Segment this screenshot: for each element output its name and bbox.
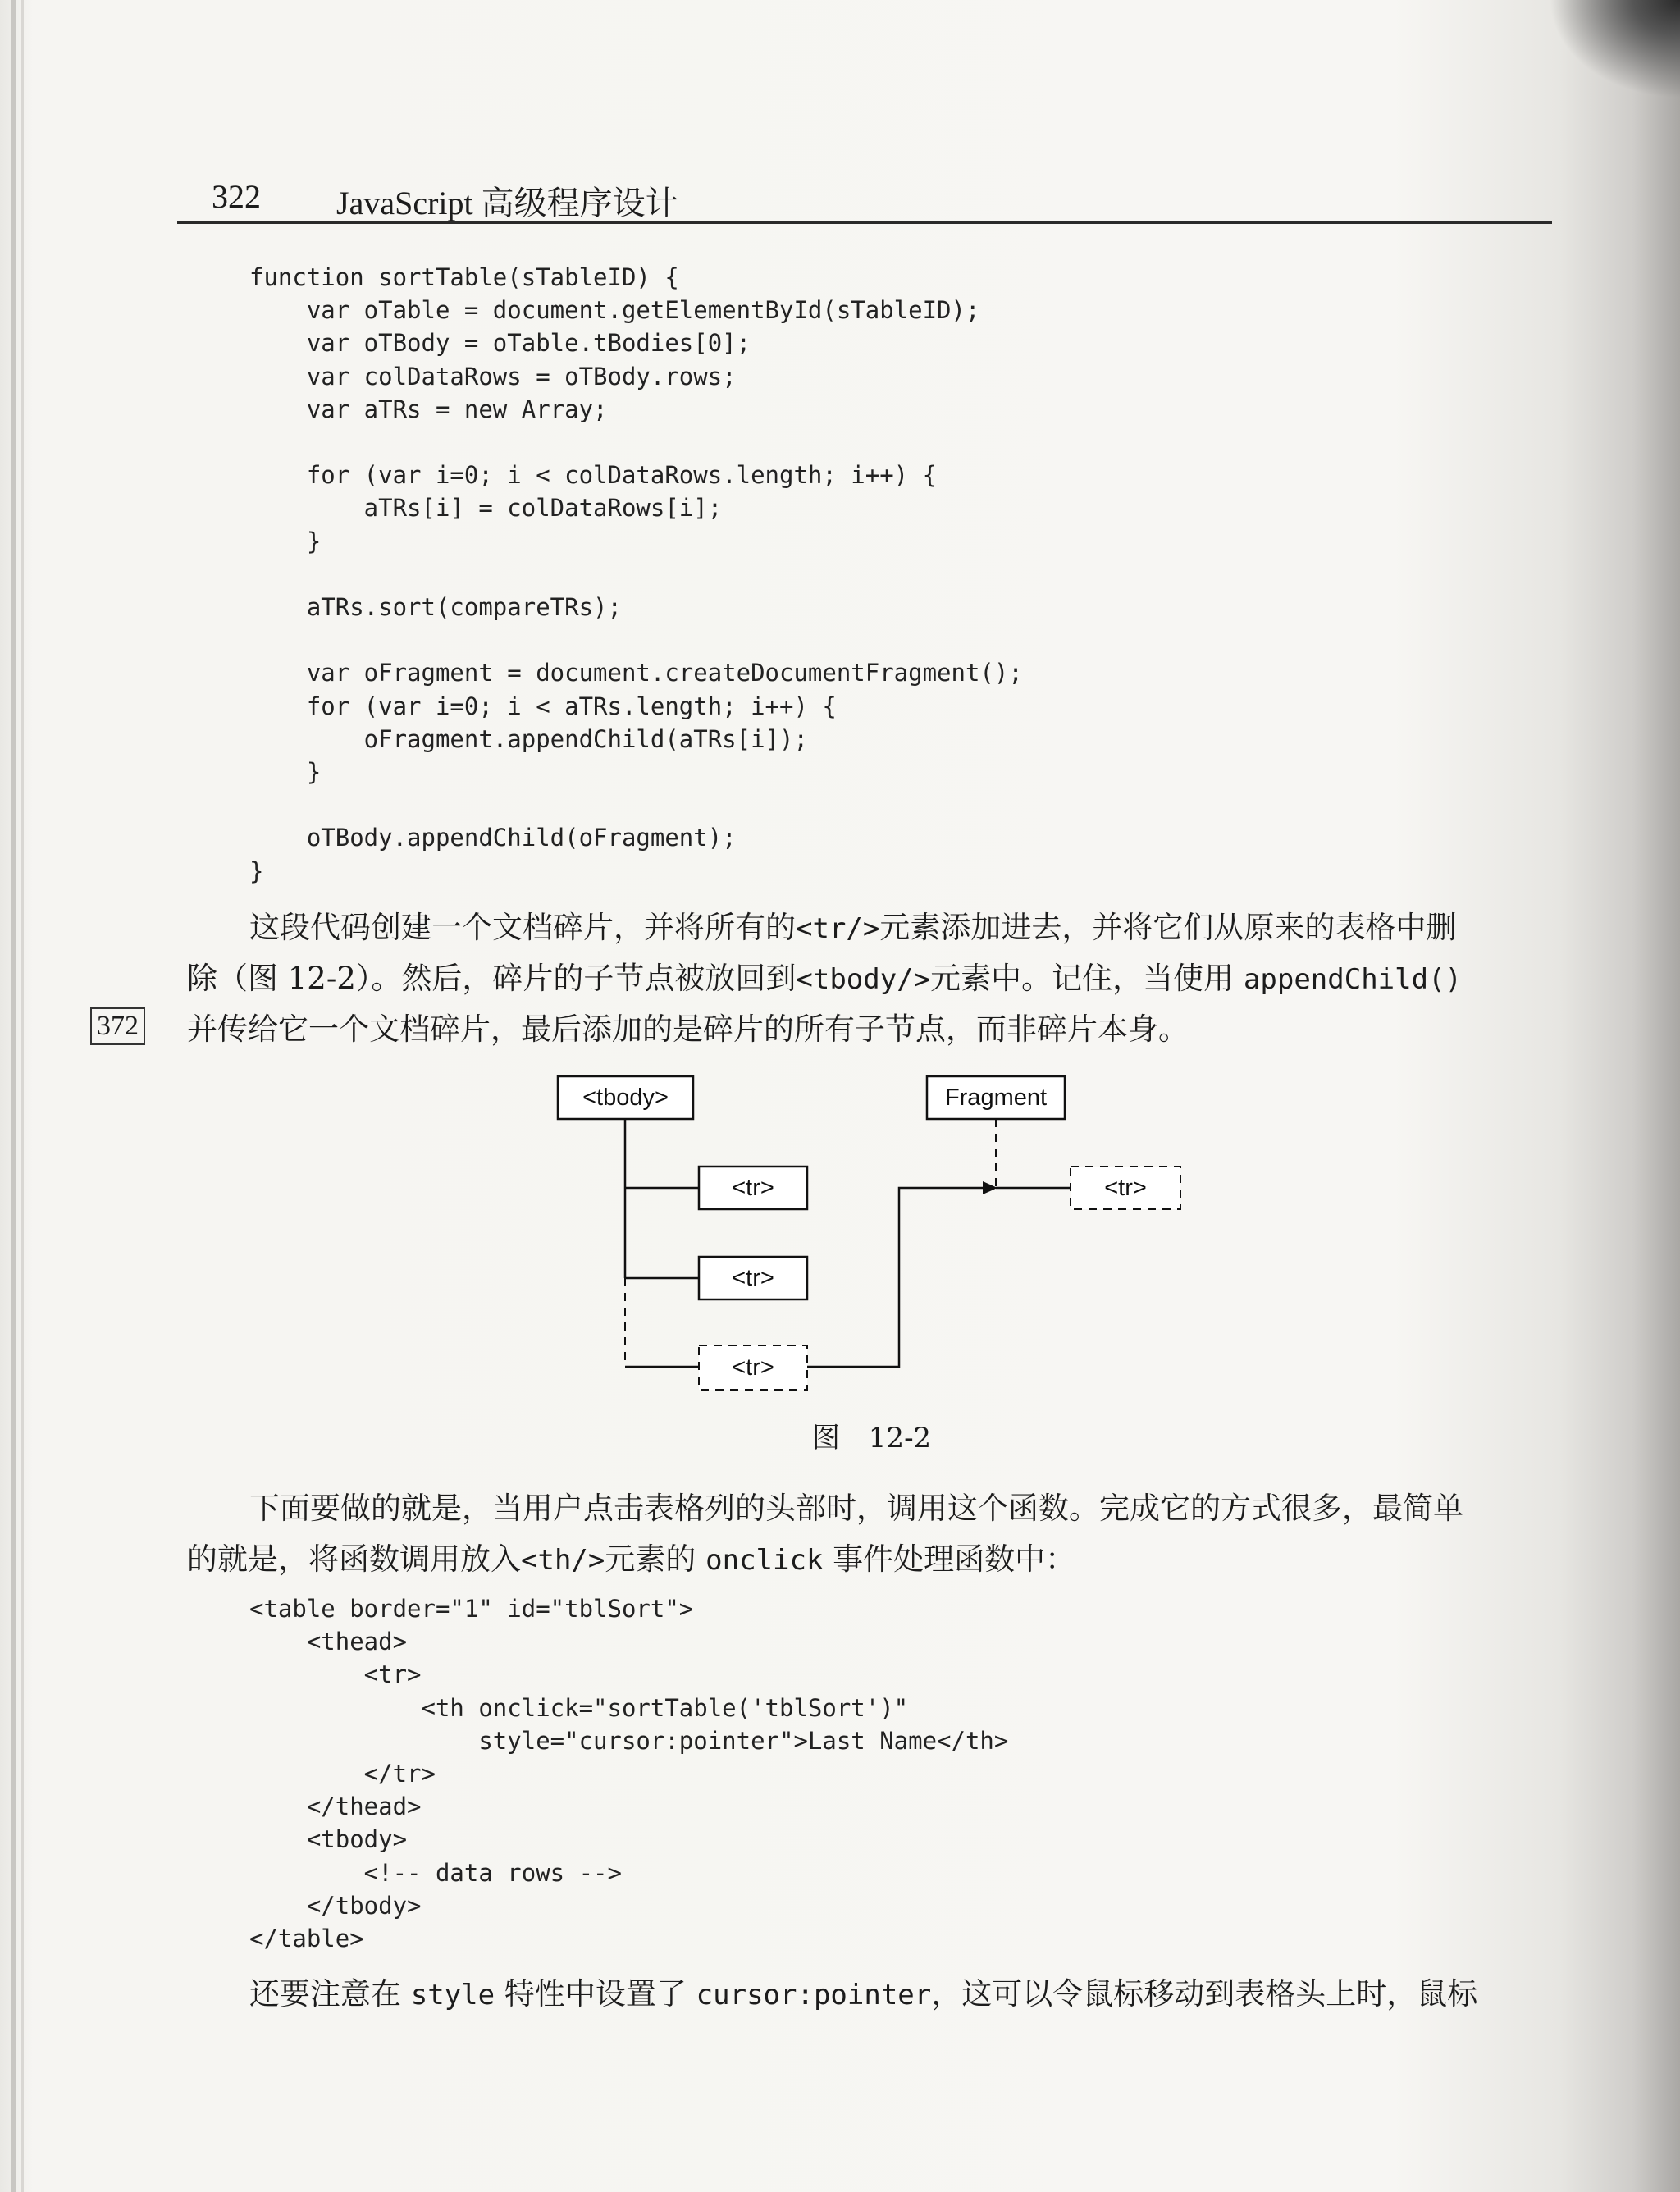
running-title: JavaScript 高级程序设计 (336, 185, 678, 221)
text-run: 元素中。记住，当使用 (930, 961, 1244, 996)
inline-code: appendChild() (1243, 963, 1463, 996)
text-run: 这段代码创建一个文档碎片，并将所有的 (249, 910, 796, 945)
text-run: 事件处理函数中： (823, 1541, 1076, 1577)
figure-caption: 图 12-2 (812, 1422, 932, 1454)
running-header (187, 174, 1550, 223)
paragraph-1-line-2 (187, 953, 1462, 1005)
text-run: 特性中设置了 (495, 1976, 696, 2012)
text-run: ，这可以令鼠标移动到表格头上时，鼠标 (931, 1976, 1478, 2012)
text-run: 的就是，将函数调用放入 (187, 1541, 521, 1577)
diagram-lines (541, 1066, 1198, 1411)
code-block-table-markup: <table border="1" id="tblSort"> <thead> <tr> <th onclick="sortTable('tblSort')" style="cursor:pointer">Last Name</th> </tr> </thead> <tbody> <!-- data rows --> </tbody> </table> (249, 1595, 1009, 1953)
figure-12-2-diagram (541, 1066, 1198, 1411)
inline-code: <tbody/> (796, 963, 931, 996)
inline-code: <tr/> (796, 912, 880, 945)
text-run: 元素添加进去，并将它们从原来的表格中删 (879, 910, 1457, 945)
page-corner-shadow (1549, 0, 1680, 98)
tr-label-fragment: <tr> (1104, 1175, 1147, 1201)
code-block-sort-table: function sortTable(sTableID) { var oTable = document.getElementById(sTableID); var oTBody = oTable.tBodies[0]; var colDataRows = oTBody.rows; var aTRs = new Array; for (var i=0; i < colDataRows.length; i++) { aTRs[i] = colDataRows[i]; } aTRs.sort(compareTRs); var oFragment = document.createDocumentFragment(); for (var i=0; i < aTRs.length; i++) { oFragment.appendChild(aTRs[i]); } oTBody.appendChild(oFragment); } (249, 263, 1023, 885)
inline-code: <th/> (521, 1544, 605, 1577)
inline-code: cursor:pointer (696, 1979, 932, 2012)
header-rule (177, 221, 1552, 224)
page-binding-edge (11, 0, 16, 2192)
paragraph-2-line-1: 下面要做的就是，当用户点击表格列的头部时，调用这个函数。完成它的方式很多，最简单 (249, 1491, 1463, 1526)
text-run: 还要注意在 (249, 1976, 411, 2012)
page-binding-edge-inner (21, 0, 24, 2192)
tr-label-1: <tr> (732, 1175, 774, 1201)
inline-code: style (410, 1979, 495, 2012)
inline-code: onclick (705, 1544, 824, 1577)
paragraph-1-line-1 (249, 902, 1456, 954)
tr-label-2: <tr> (732, 1265, 774, 1291)
margin-page-number: 372 (90, 1007, 145, 1045)
page-number: 322 (212, 178, 261, 215)
tr-label-3: <tr> (732, 1354, 774, 1381)
paragraph-1-line-3: 并传给它一个文档碎片，最后添加的是碎片的所有子节点，而非碎片本身。 (187, 1012, 1189, 1047)
tbody-label: <tbody> (582, 1085, 669, 1111)
paragraph-2-line-2 (187, 1534, 1075, 1586)
fragment-label: Fragment (944, 1085, 1048, 1111)
paragraph-3 (249, 1969, 1477, 2021)
text-run: 元素的 (605, 1541, 706, 1577)
text-run: 除（图 12-2）。然后，碎片的子节点被放回到 (187, 961, 797, 996)
